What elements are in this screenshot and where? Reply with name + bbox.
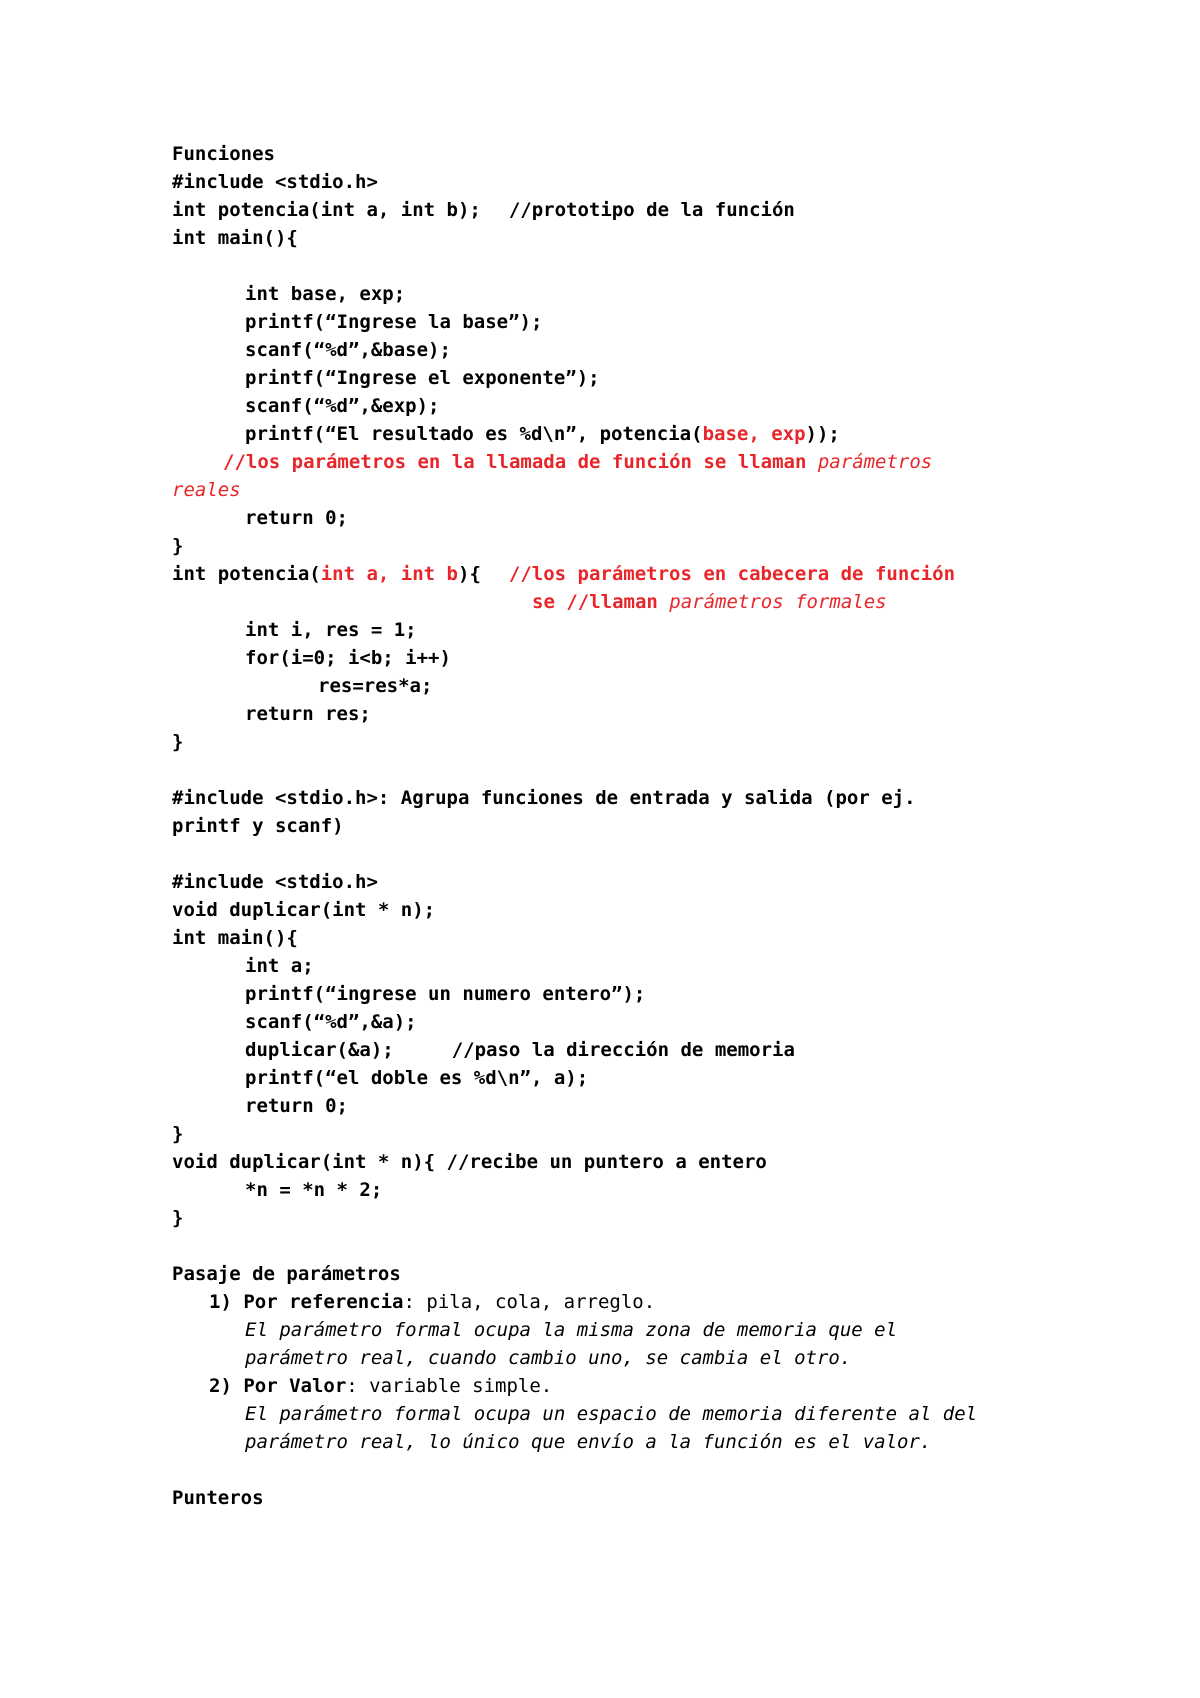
code-printf-result-end: )); xyxy=(805,423,840,445)
note-stdio-line2: printf y scanf) xyxy=(172,815,344,837)
comment-line-reales-1 xyxy=(172,448,1072,476)
code-line-printf-ingrese: printf(“ingrese un numero entero”); xyxy=(245,983,646,1005)
comment-formales-text: se //llaman xyxy=(532,591,670,613)
list-title-referencia: Por referencia xyxy=(243,1291,404,1313)
list-desc-valor-1: El parámetro formal ocupa un espacio de memoria diferente al del xyxy=(245,1403,978,1425)
comment-line-formales-2 xyxy=(172,588,1072,616)
section-heading-pasaje: Pasaje de parámetros xyxy=(172,1263,401,1285)
blank-line xyxy=(172,1456,1072,1484)
list-number-1: 1) xyxy=(209,1291,232,1313)
section-heading-funciones: Funciones xyxy=(172,143,275,165)
code-duplicar-call: duplicar(&a); xyxy=(245,1039,394,1061)
list-number-2: 2) xyxy=(209,1375,232,1397)
code-comment-direccion: //paso la dirección de memoria xyxy=(451,1039,795,1061)
code-prototype: int potencia(int a, int b); xyxy=(172,199,481,221)
code-line-return-0: return 0; xyxy=(245,507,348,529)
code-line-duplicar-body: *n = *n * 2; xyxy=(245,1179,383,1201)
code-line-potencia-def xyxy=(172,560,1072,588)
code-line-duplicar-def: void duplicar(int * n){ //recibe un puntero a entero xyxy=(172,1151,767,1173)
code-line-printf-doble: printf(“el doble es %d\n”, a); xyxy=(245,1067,589,1089)
list-rest-valor: : variable simple. xyxy=(346,1375,553,1397)
code-line-close-main-2: } xyxy=(172,1123,184,1145)
code-line-printf-exp: printf(“Ingrese el exponente”); xyxy=(245,367,600,389)
list-title-valor: Por Valor xyxy=(243,1375,347,1397)
code-real-args: base, exp xyxy=(702,423,806,445)
code-line-duplicar-call xyxy=(172,1036,1072,1064)
list-desc-referencia-2: parámetro real, cuando cambio uno, se cambia el otro. xyxy=(245,1347,852,1369)
list-item-valor xyxy=(172,1372,1072,1400)
comment-reales-word: reales xyxy=(172,479,241,501)
code-potencia-start: int potencia( xyxy=(172,563,321,585)
blank-line xyxy=(172,840,1072,868)
code-potencia-end: ){ xyxy=(458,563,481,585)
blank-line xyxy=(172,756,1072,784)
list-item-referencia xyxy=(172,1288,1072,1316)
code-line-res-mult: res=res*a; xyxy=(318,675,433,697)
document-page xyxy=(172,140,1072,1512)
code-printf-result-start: printf(“El resultado es %d\n”, potencia( xyxy=(245,423,703,445)
code-line-printf-result xyxy=(172,420,1072,448)
comment-reales-text: //los parámetros en la llamada de función se llaman xyxy=(223,451,818,473)
code-line-include-2: #include <stdio.h> xyxy=(172,871,378,893)
code-line-include: #include <stdio.h> xyxy=(172,171,378,193)
code-line-prototype xyxy=(172,196,1072,224)
code-line-scanf-base: scanf(“%d”,&base); xyxy=(245,339,451,361)
code-line-return-res: return res; xyxy=(245,703,371,725)
code-line-main: int main(){ xyxy=(172,227,298,249)
comment-reales-italic: parámetros xyxy=(817,451,933,473)
code-comment-prototype: //prototipo de la función xyxy=(508,199,795,221)
blank-line xyxy=(172,252,1072,280)
list-desc-valor-2: parámetro real, lo único que envío a la función es el valor. xyxy=(245,1431,932,1453)
code-line-main-2: int main(){ xyxy=(172,927,298,949)
list-desc-referencia-1: El parámetro formal ocupa la misma zona de memoria que el xyxy=(245,1319,898,1341)
code-line-close-potencia: } xyxy=(172,731,184,753)
comment-formales-italic: parámetros formales xyxy=(669,591,887,613)
code-formal-params: int a, int b xyxy=(320,563,458,585)
code-line-close-main: } xyxy=(172,535,184,557)
code-line-return-0-2: return 0; xyxy=(245,1095,348,1117)
list-rest-referencia: : pila, cola, arreglo. xyxy=(403,1291,656,1313)
code-line-decl: int base, exp; xyxy=(245,283,406,305)
code-line-decl-a: int a; xyxy=(245,955,314,977)
code-line-scanf-a: scanf(“%d”,&a); xyxy=(245,1011,417,1033)
note-stdio-line1: #include <stdio.h>: Agrupa funciones de entrada y salida (por ej. xyxy=(172,787,916,809)
section-heading-punteros: Punteros xyxy=(172,1487,264,1509)
code-line-decl-i-res: int i, res = 1; xyxy=(245,619,417,641)
code-line-duplicar-proto: void duplicar(int * n); xyxy=(172,899,436,921)
code-line-scanf-exp: scanf(“%d”,&exp); xyxy=(245,395,440,417)
code-line-close-duplicar: } xyxy=(172,1207,184,1229)
comment-formales-line1: //los parámetros en cabecera de función xyxy=(508,563,956,585)
code-line-for: for(i=0; i<b; i++) xyxy=(245,647,451,669)
blank-line xyxy=(172,1232,1072,1260)
code-line-printf-base: printf(“Ingrese la base”); xyxy=(245,311,543,333)
comment-line-reales-2 xyxy=(172,476,1072,504)
